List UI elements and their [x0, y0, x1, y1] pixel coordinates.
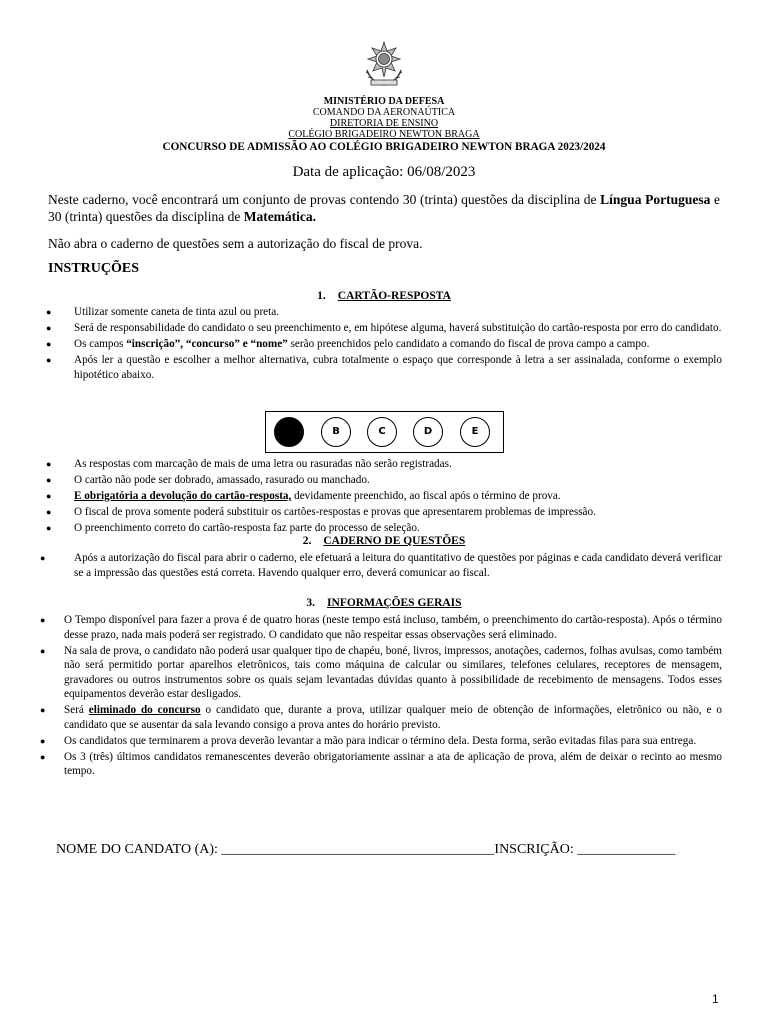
ministry-line: MINISTÉRIO DA DEFESA: [323, 96, 445, 107]
instructions-heading: INSTRUÇÕES: [48, 261, 140, 276]
list-item: ● O preenchimento correto do cartão-resposta faz parte do processo de seleção.: [46, 522, 420, 534]
bubble-d: D: [413, 417, 443, 447]
list-item: ● Os campos “inscrição”, “concurso” e “nome” serão preenchidos pelo candidato a comando do fiscal de prova campo a campo.: [46, 338, 650, 350]
list-item: ● Os 3 (três) últimos candidatos remanescentes deverão obrigatoriamente assinar a ata de aplicação de prova, além de deixar o recinto ao mesmo tempo.: [40, 750, 722, 777]
bullet-dot: ●: [46, 491, 52, 501]
candidate-name-line: [56, 842, 675, 858]
list-item: ● E obrigatória a devolução do cartão-resposta, devidamente preenchido, ao fiscal após o término de prova.: [46, 490, 561, 502]
bullet-dot: ●: [40, 645, 46, 656]
list-item: ● O Tempo disponível para fazer a prova é de quatro horas (neste tempo está incluso, também, o preenchimento do cartão-resposta). Após o término desse prazo, nada mais poderá ser registrado. O candidato que não respeitar essas observações será eliminado.: [40, 614, 722, 641]
directorate-line: DIRETORIA DE ENSINO: [329, 118, 439, 129]
section3-list: [40, 613, 722, 780]
bullet-dot: ●: [46, 323, 52, 333]
list-item: ● Após ler a questão e escolher a melhor alternativa, cubra totalmente o espaço que corresponde à letra a ser assinalada, conforme o exemplo hipotético abaixo.: [46, 354, 722, 381]
bullet-dot: ●: [46, 339, 52, 349]
bullet-dot: ●: [46, 307, 52, 317]
bullet-dot: ●: [46, 355, 52, 365]
list-item: ● As respostas com marcação de mais de uma letra ou rasuradas não serão registradas.: [46, 458, 452, 470]
section2-list: [40, 551, 722, 582]
bullet-dot: ●: [40, 735, 46, 746]
page-number: 1: [712, 992, 719, 1006]
contest-title: CONCURSO DE ADMISSÃO AO COLÉGIO BRIGADEIRO NEWTON BRAGA 2023/2024: [162, 141, 606, 153]
list-item: ● Os candidatos que terminarem a prova deverão levantar a mão para indicar o término dela. Desta forma, serão evitadas filas para sua entrega.: [40, 734, 697, 747]
bullet-dot: ●: [46, 475, 52, 485]
bullet-dot: ●: [46, 523, 52, 533]
notice-text: Não abra o caderno de questões sem a autorização do fiscal de prova.: [48, 236, 423, 251]
bullet-dot: ●: [40, 615, 46, 625]
bullet-dot: ●: [46, 459, 52, 469]
bubble-b: B: [321, 417, 351, 447]
bullet-dot: ●: [40, 553, 46, 563]
list-item: ● O cartão não pode ser dobrado, amassado, rasurado ou manchado.: [46, 474, 370, 486]
list-item: ● Na sala de prova, o candidato não poderá usar qualquer tipo de chapéu, boné, livros, impressos, anotações, cadernos, folhas avulsas, como também não será permitido portar aparelhos eletrônicos, tais como máquina de calcular ou similares, telefones celulares, receptores de mensagem, gravadores ou outros instrumentos sobre os quais sejam levantadas dúvidas quanto à possibilidade de recebimento de mensagens. Todos esses equipamentos deverão estar desligados.: [40, 644, 722, 700]
list-item: ● O fiscal de prova somente poderá substituir os cartões-respostas e provas que apresentarem problemas de impressão.: [46, 506, 596, 518]
intro-paragraph: Neste caderno, você encontrará um conjunto de provas contendo 30 (trinta) questões da disciplina de Língua Portuguesa e 30 (trinta) questões da disciplina de Matemática.: [48, 192, 720, 224]
bubble-e: E: [460, 417, 490, 447]
section2-heading: 2. CADERNO DE QUESTÕES: [302, 535, 466, 547]
bullet-dot: ●: [46, 507, 52, 517]
bullet-dot: ●: [40, 705, 46, 715]
command-line: COMANDO DA AERONAÚTICA: [312, 107, 456, 118]
section1-heading: 1. CARTÃO-RESPOSTA: [317, 290, 451, 302]
bullet-dot: ●: [40, 751, 46, 762]
name-field: NOME DO CANDATO (A): _______________________________________: [56, 842, 495, 857]
application-date: Data de aplicação: 06/08/2023: [292, 164, 476, 180]
coat-of-arms-icon: [359, 40, 409, 90]
section3-heading: 3. INFORMAÇÕES GERAIS: [306, 597, 462, 609]
section1-list-bottom: [46, 457, 722, 537]
list-item: ● Utilizar somente caneta de tinta azul ou preta.: [46, 306, 280, 318]
list-item: ● Será de responsabilidade do candidato o seu preenchimento e, em hipótese alguma, haverá substituição do cartão-resposta por erro do candidato.: [46, 322, 722, 334]
list-item: ● Após a autorização do fiscal para abrir o caderno, ele efetuará a leitura do quantitativo de questões por páginas e cada candidato deverá verificar se a impressão das questões está correta. Havendo qualquer erro, deverá comunicar ao fiscal.: [40, 552, 722, 579]
list-item: ● Será eliminado do concurso o candidato que, durante a prova, utilizar qualquer meio de obtenção de informações, eletrônico ou não, e o candidato que se ausentar da sala levando consigo a prova antes do horário previsto.: [40, 704, 722, 731]
inscription-field: INSCRIÇÃO: ______________: [494, 842, 676, 857]
section1-list-top: [46, 305, 722, 384]
bubble-a-filled: [274, 417, 304, 447]
school-line: COLÉGIO BRIGADEIRO NEWTON BRAGA: [288, 129, 480, 140]
answer-bubble-example: [265, 411, 504, 453]
bubble-c: C: [367, 417, 397, 447]
